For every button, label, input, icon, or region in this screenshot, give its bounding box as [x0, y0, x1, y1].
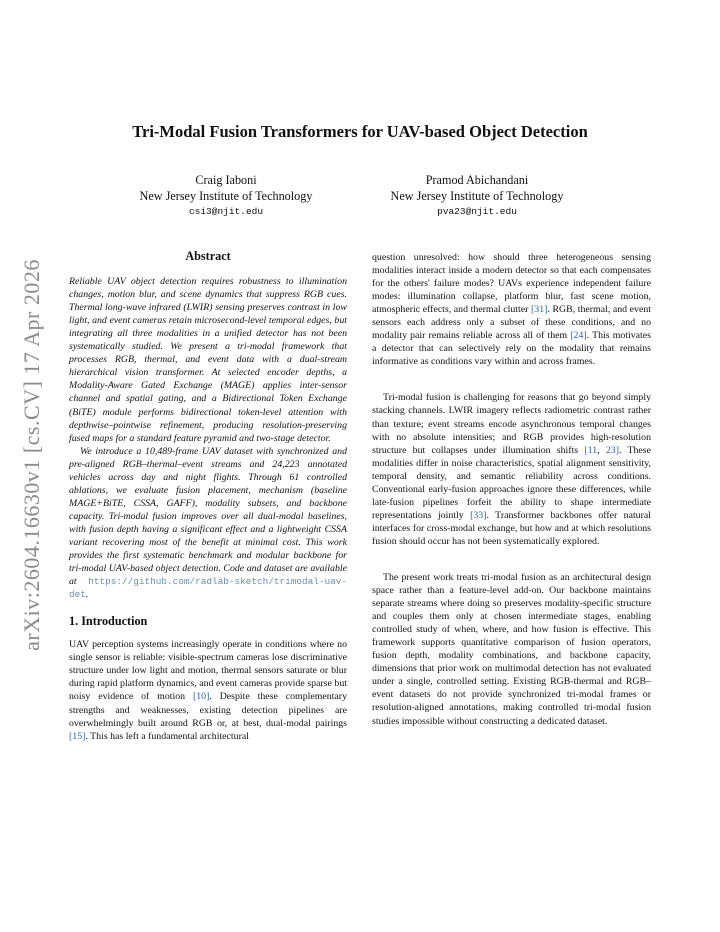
text: question unresolved: how should three heterogeneous sensing modalities interact inside a modern detector so that each compensates for the others' failure modes? UAVs experience independent failure modes: illumination collapse, platform blur, fast scene motion, atmospheric effects, and thermal clutter [372, 252, 651, 316]
abstract-paragraph-2-text: We introduce a 10,489-frame UAV dataset with synchronized and pre-aligned RGB–thermal–event streams and 24,223 annotated vehicles across day and night flights. Through 61 controlled ablations, we evaluate fusion placement, mechanism (baseline MAGE+BiTE, CSSA, GAFF), modality subsets, and backbone capacity. Tri-modal fusion improves over all dual-modal baselines, with fusion depth having a significant effect and a lightweight CSSA variant recovering most of the benefit at minimal cost. This work provides the first systematic benchmark and modular backbone for tri-modal UAV-based object detection. Code and dataset are available at [69, 445, 347, 588]
citation-23[interactable]: 23] [605, 444, 619, 456]
section-heading-introduction: 1. Introduction [69, 614, 148, 629]
abstract-heading: Abstract [185, 249, 231, 263]
intro-paragraph-3: The present work treats tri-modal fusion as an architectural design space rather than a feature-level add-on. Our backbone maintains separate streams where doing so preserves modality-specific structure and couples them only at chosen intermediate stages, enabling controlled study of when, where, and how fusion is effective. This framework supports quantitative comparison of fusion operators, fusion depth, modality combinations, and backbone capacity, dimensions that prior work on multimodal detection has not evaluated under a single, controlled setting. Existing RGB-thermal and RGB–event datasets do not provide synchronized tri-modal frames or resolution-aligned annotations, making controlled tri-modal fusion studies impossible without constructing a dedicated dataset. [372, 571, 651, 727]
text: . Transformer backbones offer natural interfaces for cross-modal exchange, but how and at which resolutions fusion should occur has not been systematically explored. [372, 509, 651, 547]
abstract-paragraph-1: Reliable UAV object detection requires robustness to illumination changes, motion blur, and scene dynamics that suppress RGB cues. Thermal long-wave infrared (LWIR) sensing preserves contrast in low light, and event cameras retain microsecond-level temporal edges, but integrating all three modalities in a unified detector has not been systematically studied. We present a tri-modal framework that processes RGB, thermal, and event data with a dual-stream hierarchical vision transformer. At selected encoder depths, a Modality-Aware Gated Exchange (MAGE) applies inter-sensor channel and spatial gating, and a Bidirectional Token Exchange (BiTE) module performs bidirectional token-level attention with depthwise–pointwise refinement, producing resolution-preserving fused maps for a standard feature pyramid and two-stage detector. [69, 276, 347, 444]
text: . This has left a fundamental architectural [85, 730, 249, 742]
author-2 [372, 172, 582, 220]
citation-15[interactable]: [15] [69, 730, 86, 742]
author-affiliation: New Jersey Institute of Technology [139, 189, 313, 203]
citation-24[interactable]: [24] [570, 330, 587, 342]
author-affiliation: New Jersey Institute of Technology [390, 189, 564, 203]
link-period: . [85, 589, 89, 601]
intro-paragraph-1 [69, 638, 347, 742]
text: . This motivates a detector that can selectively rely on the modality that remains informative as conditions vary within and across frames. [372, 330, 651, 368]
left-column [69, 250, 347, 743]
abstract-paragraph-2 [69, 445, 347, 602]
text: Tri-modal fusion is challenging for reasons that go beyond simply stacking channels. LWIR imagery reflects radiometric contrast rather than texture; event streams encode asynchronous temporal changes with no absolute intensities; and RGB provides high-resolution structure but collapses under illumination shifts [372, 392, 651, 456]
text: . RGB, thermal, and event sensors each address only a subset of these conditions, and no modality pair remains reliable across all of them [372, 304, 651, 342]
right-column [372, 251, 651, 751]
text: UAV perception systems increasingly operate in conditions where no single sensor is reliable: visible-spectrum cameras lose discriminative structure under low light and motion, thermal sensors saturate or blur during rapid platform dynamics, and event cameras provide sparse but noisy evidence of motion [69, 639, 347, 703]
abstract-body [69, 275, 347, 601]
citation-33[interactable]: [33] [470, 509, 487, 521]
code-link[interactable]: https://github.com/radlab-sketch/trimodal-uav-det [69, 576, 347, 601]
text: , [597, 444, 606, 456]
citation-10[interactable]: [10] [192, 691, 210, 703]
author-email: pva23@njit.edu [437, 206, 517, 217]
paper-title: Tri-Modal Fusion Transformers for UAV-based Object Detection [132, 122, 588, 141]
citation-11[interactable]: [11 [584, 444, 598, 456]
arxiv-watermark: arXiv:2604.16630v1 [cs.CV] 17 Apr 2026 [19, 259, 44, 651]
citation-31[interactable]: [31] [531, 304, 548, 316]
intro-paragraph-2 [372, 391, 651, 548]
intro-paragraph-1-cont [372, 251, 651, 368]
text: . These modalities differ in noise characteristics, spatial alignment sensitivity, temporal density, and semantic reliability across conditions. Conventional early-fusion approaches ignore these differences, while late-fusion pipelines forfeit the ability to shape intermediate representations jointly [372, 444, 651, 521]
author-name: Pramod Abichandani [425, 173, 529, 187]
author-name: Craig Iaboni [195, 173, 257, 187]
author-1 [126, 172, 326, 220]
text: . Despite these complementary strengths and weaknesses, existing detection pipelines are overwhelmingly built around RGB or, at best, dual-modal pairings [69, 691, 347, 729]
author-email: csi3@njit.edu [188, 206, 264, 217]
